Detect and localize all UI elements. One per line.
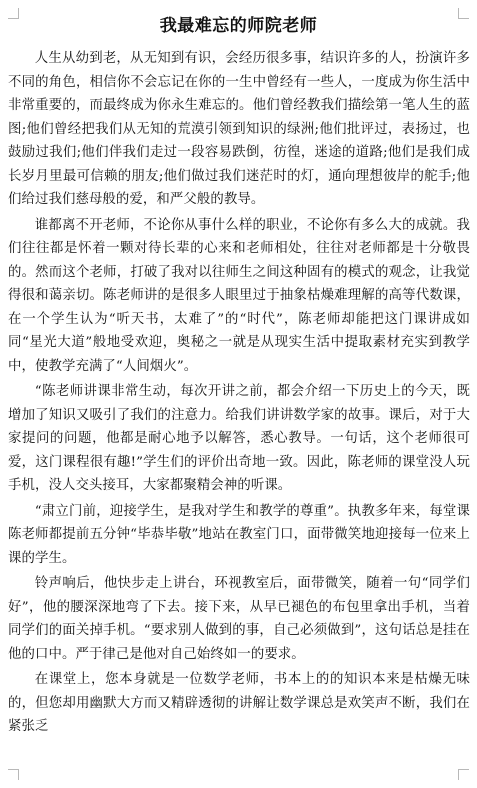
paragraph: “肃立门前，迎接学生，是我对学生和教学的尊重”。执教多年来，每堂课陈老师都提前五分钟“毕恭毕敬”地站在教室门口，面带微笑地迎接每一位来上课的学生。 (8, 503, 470, 566)
page-corner-mark (8, 769, 19, 780)
document-title: 我最难忘的师院老师 (159, 16, 318, 36)
page-corner-mark (458, 769, 469, 780)
paragraph: 谁都离不开老师，不论你从事什么样的职业，不论你有多么大的成就。我们往往都是怀着一颗对待长辈的心来和老师相处，往往对老师都是十分敬畏的。然而这个老师，打破了我对以往师生之间这种固有的模式的观念，让我觉得很和蔼亲切。陈老师讲的是很多人眼里过于抽象枯燥难理解的高等代数课，在一个学生认为“听天书，太难了”的“时代”，陈老师却能把这门课讲成如同“星光大道”般地受欢迎，奥秘之一就是从现实生活中提取素材充实到教学中，使教学充满了“人间烟火”。 (8, 217, 470, 374)
document-body (8, 47, 470, 741)
paragraph: 人生从幼到老，从无知到有识，会经历很多事，结识许多的人，扮演许多不同的角色，相信你不会忘记在你的一生中曾经有一些人，一度成为你生活中非常重要的，而最终成为你永生难忘的。他们曾经教我们描绘第一笔人生的蓝图;他们曾经把我们从无知的荒漠引领到知识的绿洲;他们批评过，表扬过，也鼓励过我们;他们伴我们走过一段容易跌倒，彷徨，迷途的道路;他们是我们成长岁月里最可信赖的朋友;他们做过我们迷茫时的灯，通向理想彼岸的舵手;他们给过我们慈母般的爱，和严父般的教导。 (8, 51, 470, 207)
paragraph: 在课堂上，您本身就是一位数学老师，书本上的的知识本来是枯燥无味的，但您却用幽默大方而又精辟透彻的讲解让数学课总是欢笑声不断，我们在紧张乏 (8, 672, 470, 734)
paragraph: “陈老师讲课非常生动，每次开讲之前，都会介绍一下历史上的今天，既增加了知识又吸引了我们的注意力。给我们讲讲数学家的故事。课后，对于大家提问的问题，他都是耐心地予以解答，悉心教导。一句话，这个老师很可爱，这门课程很有趣!”学生们的评价出奇地一致。因此，陈老师的课堂没人玩手机，没人交头接耳，大家都聚精会神的听课。 (8, 384, 470, 493)
paragraph: 铃声响后，他快步走上讲台，环视教室后，面带微笑，随着一句“同学们好”，他的腰深深地弯了下去。接下来，从早已褪色的布包里拿出手机，当着同学们的面关掉手机。“要求别人做到的事，自己必须做到”，这句话总是挂在他的口中。严于律己是他对自己始终如一的要求。 (8, 576, 470, 662)
